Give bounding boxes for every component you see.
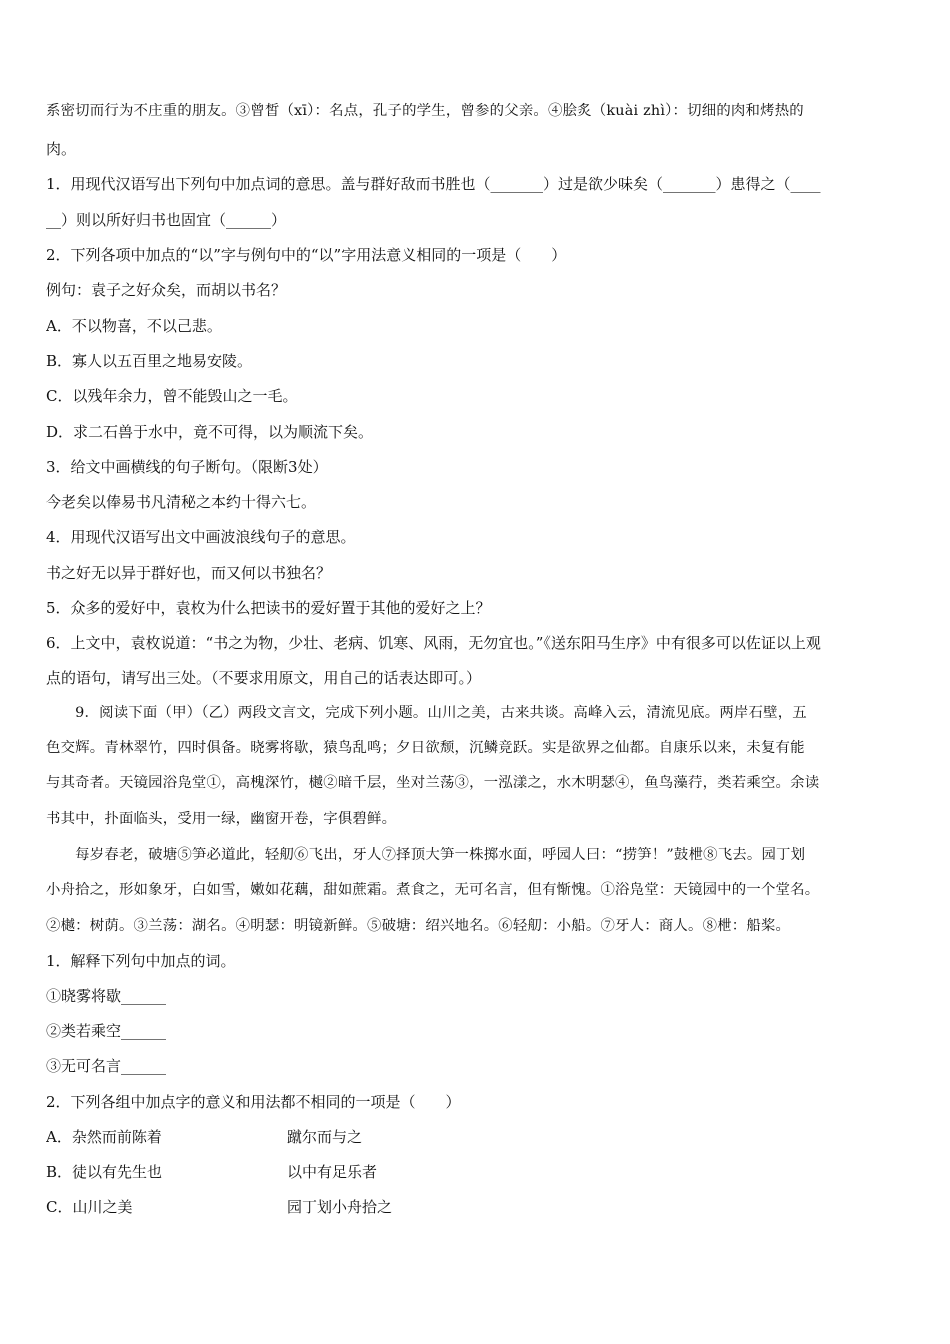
passage-line: 书其中，扑面临头，受用一绿，幽窗开卷，字俱碧鲜。 [46, 811, 397, 827]
passage-line: 9．阅读下面（甲）（乙）两段文言文，完成下列小题。山川之美，古来共谈。高峰入云，清流见底。两岸石壁，五 [46, 705, 807, 721]
example-sentence: 例句：袁子之好众矣，而胡以书名？ [46, 281, 287, 299]
question-text: __）则以所好归书也固宜（______） [46, 211, 287, 229]
option-row-b [46, 1161, 908, 1183]
option-c-left: C．山川之美 [46, 1198, 133, 1216]
passage-line: 色交辉。青林翠竹，四时俱备。晓雾将歇，猿鸟乱鸣；夕日欲颓，沉鳞竞跃。实是欲界之仙都。自康乐以来，未复有能 [46, 740, 805, 756]
question-text: 1．解释下列句中加点的词。 [46, 952, 236, 970]
question-text: 2．下列各组中加点字的意义和用法都不相同的一项是（ ） [46, 1093, 461, 1111]
question-text: 1．用现代汉语写出下列句中加点词的意思。盖与群好敌而书胜也（_______）过是欲少味矣（_______）患得之（____ [46, 175, 821, 193]
option-c-right: 园丁划小舟拾之 [287, 1198, 393, 1216]
passage-line: 与其奇者。天镜园浴凫堂①，高槐深竹，樾②暗千层，坐对兰荡③，一泓漾之，水木明瑟④，鱼鸟藻荇，类若乘空。余读 [46, 775, 820, 791]
option-b-left: B．徒以有先生也 [46, 1163, 163, 1181]
option-d: D．求二石兽于水中，竟不可得，以为顺流下矣。 [46, 423, 374, 441]
sub-item: ②类若乘空______ [46, 1022, 167, 1040]
option-b: B．寡人以五百里之地易安陵。 [46, 352, 253, 370]
option-a: A．不以物喜，不以己悲。 [46, 317, 222, 335]
passage-line: 每岁春老，破塘⑤笋必道此，轻舠⑥飞出，牙人⑦择顶大笋一株掷水面，呼园人曰：“捞笋！”鼓枻⑧飞去。园丁划 [46, 847, 806, 863]
question-text: 3．给文中画横线的句子断句。（限断3处） [46, 458, 328, 476]
question-text: 5．众多的爱好中，袁枚为什么把读书的爱好置于其他的爱好之上？ [46, 599, 491, 617]
source-sentence: 今老矣以俸易书凡清秘之本约十得六七。 [46, 493, 317, 511]
option-a-left: A．杂然而前陈着 [46, 1128, 162, 1146]
option-b-right: 以中有足乐者 [287, 1163, 378, 1181]
footnote-line: 系密切而行为不庄重的朋友。③曾皙（xī）：名点，孔子的学生，曾参的父亲。④脍炙（kuài zhì）：切细的肉和烤热的 [46, 103, 804, 119]
passage-line: 小舟拾之，形如象牙，白如雪，嫩如花藕，甜如蔗霜。煮食之，无可名言，但有惭愧。①浴凫堂：天镜园中的一个堂名。 [46, 882, 820, 898]
option-c: C．以残年余力，曾不能毁山之一毛。 [46, 387, 298, 405]
option-row-c [46, 1196, 908, 1218]
option-a-right: 蹴尔而与之 [287, 1128, 363, 1146]
question-text: 4．用现代汉语写出文中画波浪线句子的意思。 [46, 528, 356, 546]
sub-item: ③无可名言______ [46, 1057, 167, 1075]
sub-item: ①晓雾将歇______ [46, 987, 167, 1005]
source-sentence: 书之好无以异于群好也，而又何以书独名？ [46, 564, 332, 582]
question-text: 点的语句，请写出三处。（不要求用原文，用自己的话表达即可。） [46, 669, 482, 687]
option-row-a [46, 1126, 908, 1148]
question-text: 6．上文中，袁枚说道：“书之为物，少壮、老病、饥寒、风雨，无勿宜也。”《送东阳马生序》中有很多可以佐证以上观 [46, 634, 821, 652]
question-text: 2．下列各项中加点的“以”字与例句中的“以”字用法意义相同的一项是（ ） [46, 246, 567, 264]
passage-notes: ②樾：树荫。③兰荡：湖名。④明瑟：明镜新鲜。⑤破塘：绍兴地名。⑥轻舠：小船。⑦牙人：商人。⑧枻：船桨。 [46, 918, 791, 934]
footnote-line: 肉。 [46, 140, 77, 158]
